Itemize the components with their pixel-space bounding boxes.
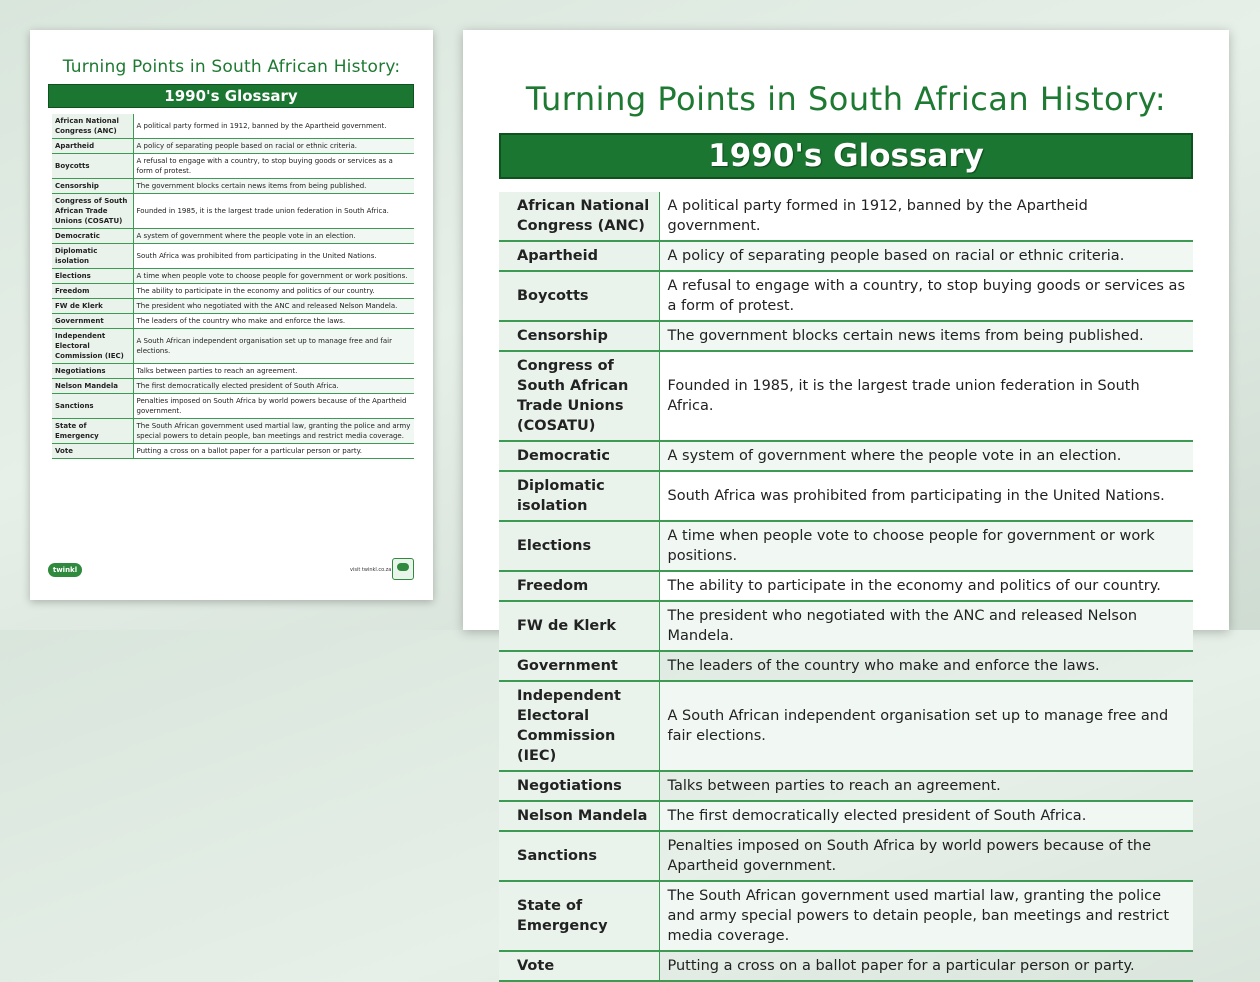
glossary-term: Nelson Mandela <box>52 379 133 394</box>
glossary-large-row <box>499 801 1193 831</box>
glossary-term: Independent Electoral Commission (IEC) <box>499 681 659 771</box>
glossary-large-row <box>499 192 1193 241</box>
glossary-small-row <box>52 419 414 444</box>
glossary-definition: The first democratically elected president of South Africa. <box>133 379 414 394</box>
glossary-small-row <box>52 139 414 154</box>
glossary-small-row <box>52 244 414 269</box>
glossary-definition: A refusal to engage with a country, to stop buying goods or services as a form of protest. <box>133 154 414 179</box>
glossary-definition: The first democratically elected president of South Africa. <box>659 801 1193 831</box>
glossary-large-row <box>499 651 1193 681</box>
glossary-term: Apartheid <box>52 139 133 154</box>
glossary-term: African National Congress (ANC) <box>499 192 659 241</box>
glossary-large-row <box>499 351 1193 441</box>
glossary-definition: A South African independent organisation set up to manage free and fair elections. <box>133 329 414 364</box>
glossary-term: Democratic <box>52 229 133 244</box>
glossary-small-row <box>52 114 414 139</box>
glossary-term: Government <box>499 651 659 681</box>
footer-url: visit twinkl.co.za <box>350 567 392 573</box>
page-title-large: Turning Points in South African History: <box>525 80 1167 118</box>
glossary-small-row <box>52 379 414 394</box>
glossary-term: State of Emergency <box>52 419 133 444</box>
glossary-definition: A policy of separating people based on racial or ethnic criteria. <box>659 241 1193 271</box>
glossary-banner-large: 1990's Glossary <box>499 133 1193 179</box>
glossary-large-row <box>499 271 1193 321</box>
glossary-definition: The president who negotiated with the ANC and released Nelson Mandela. <box>133 299 414 314</box>
glossary-definition: The South African government used martial law, granting the police and army special powers to detain people, ban meetings and restrict media coverage. <box>133 419 414 444</box>
glossary-small-row <box>52 179 414 194</box>
glossary-term: Elections <box>52 269 133 284</box>
glossary-large-row <box>499 831 1193 881</box>
glossary-term: FW de Klerk <box>499 601 659 651</box>
glossary-definition: The ability to participate in the economy and politics of our country. <box>133 284 414 299</box>
glossary-term: Diplomatic isolation <box>499 471 659 521</box>
glossary-large-row <box>499 601 1193 651</box>
glossary-large-row <box>499 681 1193 771</box>
glossary-term: Sanctions <box>499 831 659 881</box>
glossary-definition: The government blocks certain news items from being published. <box>659 321 1193 351</box>
glossary-small-row <box>52 314 414 329</box>
glossary-definition: Putting a cross on a ballot paper for a particular person or party. <box>133 444 414 459</box>
glossary-term: Censorship <box>499 321 659 351</box>
glossary-term: Elections <box>499 521 659 571</box>
glossary-definition: A South African independent organisation set up to manage free and fair elections. <box>659 681 1193 771</box>
glossary-large-row <box>499 881 1193 951</box>
glossary-definition: A policy of separating people based on racial or ethnic criteria. <box>133 139 414 154</box>
glossary-term: Freedom <box>499 571 659 601</box>
glossary-term: Government <box>52 314 133 329</box>
glossary-zoomed-page <box>463 30 1229 974</box>
glossary-small-row <box>52 154 414 179</box>
glossary-table-small <box>52 114 414 459</box>
glossary-term: Vote <box>499 951 659 981</box>
glossary-definition: Putting a cross on a ballot paper for a particular person or party. <box>659 951 1193 981</box>
glossary-term: Congress of South African Trade Unions (COSATU) <box>499 351 659 441</box>
glossary-small-row <box>52 284 414 299</box>
glossary-definition: Penalties imposed on South Africa by world powers because of the Apartheid government. <box>659 831 1193 881</box>
glossary-definition: A political party formed in 1912, banned by the Apartheid government. <box>133 114 414 139</box>
glossary-table-large <box>499 192 1193 982</box>
glossary-definition: A system of government where the people vote in an election. <box>659 441 1193 471</box>
glossary-term: Sanctions <box>52 394 133 419</box>
glossary-term: Nelson Mandela <box>499 801 659 831</box>
glossary-definition: A time when people vote to choose people for government or work positions. <box>133 269 414 284</box>
glossary-definition: Founded in 1985, it is the largest trade union federation in South Africa. <box>659 351 1193 441</box>
glossary-banner: 1990's Glossary <box>48 84 414 108</box>
glossary-large-row <box>499 951 1193 981</box>
glossary-definition: Talks between parties to reach an agreement. <box>133 364 414 379</box>
glossary-term: State of Emergency <box>499 881 659 951</box>
glossary-term: Censorship <box>52 179 133 194</box>
glossary-term: Vote <box>52 444 133 459</box>
glossary-large-row <box>499 771 1193 801</box>
glossary-small-row <box>52 229 414 244</box>
glossary-definition: The ability to participate in the economy and politics of our country. <box>659 571 1193 601</box>
glossary-definition: The president who negotiated with the ANC and released Nelson Mandela. <box>659 601 1193 651</box>
glossary-definition: South Africa was prohibited from participating in the United Nations. <box>133 244 414 269</box>
glossary-definition: Founded in 1985, it is the largest trade union federation in South Africa. <box>133 194 414 229</box>
glossary-term: Diplomatic isolation <box>52 244 133 269</box>
glossary-term: Negotiations <box>52 364 133 379</box>
glossary-definition: The South African government used martial law, granting the police and army special powers to detain people, ban meetings and restrict media coverage. <box>659 881 1193 951</box>
glossary-small-row <box>52 364 414 379</box>
glossary-term: FW de Klerk <box>52 299 133 314</box>
glossary-term: Congress of South African Trade Unions (COSATU) <box>52 194 133 229</box>
page-title: Turning Points in South African History: <box>62 57 401 77</box>
glossary-definition: Penalties imposed on South Africa by world powers because of the Apartheid government. <box>133 394 414 419</box>
glossary-term: Apartheid <box>499 241 659 271</box>
glossary-definition: The government blocks certain news items from being published. <box>133 179 414 194</box>
glossary-term: Democratic <box>499 441 659 471</box>
glossary-term: Boycotts <box>499 271 659 321</box>
glossary-definition: A political party formed in 1912, banned by the Apartheid government. <box>659 192 1193 241</box>
quality-badge-icon <box>392 558 414 580</box>
glossary-term: Freedom <box>52 284 133 299</box>
glossary-large-row <box>499 321 1193 351</box>
glossary-definition: South Africa was prohibited from participating in the United Nations. <box>659 471 1193 521</box>
glossary-term: Boycotts <box>52 154 133 179</box>
glossary-large-row <box>499 441 1193 471</box>
glossary-large-row <box>499 571 1193 601</box>
glossary-definition: A refusal to engage with a country, to stop buying goods or services as a form of protest. <box>659 271 1193 321</box>
glossary-large-row <box>499 471 1193 521</box>
glossary-thumbnail-page <box>30 30 433 600</box>
glossary-definition: The leaders of the country who make and enforce the laws. <box>133 314 414 329</box>
twinkl-logo: twinkl <box>48 563 82 577</box>
glossary-large-row <box>499 241 1193 271</box>
glossary-term: Negotiations <box>499 771 659 801</box>
glossary-term: Independent Electoral Commission (IEC) <box>52 329 133 364</box>
glossary-definition: The leaders of the country who make and enforce the laws. <box>659 651 1193 681</box>
glossary-definition: Talks between parties to reach an agreement. <box>659 771 1193 801</box>
glossary-term: African National Congress (ANC) <box>52 114 133 139</box>
glossary-definition: A system of government where the people vote in an election. <box>133 229 414 244</box>
glossary-large-row <box>499 521 1193 571</box>
glossary-small-row <box>52 194 414 229</box>
glossary-small-row <box>52 269 414 284</box>
glossary-small-row <box>52 444 414 459</box>
glossary-small-row <box>52 394 414 419</box>
glossary-definition: A time when people vote to choose people for government or work positions. <box>659 521 1193 571</box>
glossary-small-row <box>52 299 414 314</box>
glossary-small-row <box>52 329 414 364</box>
